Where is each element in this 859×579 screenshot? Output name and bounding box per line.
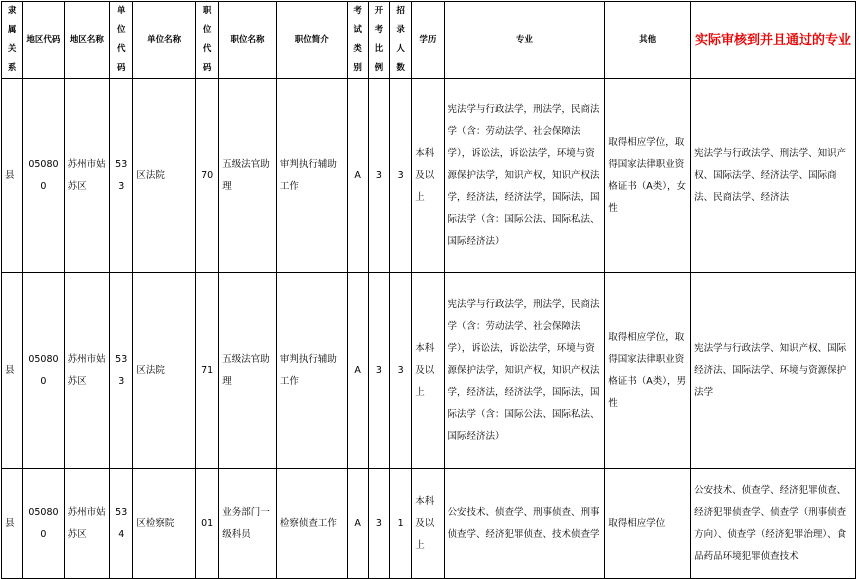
cell-position-code: 71 xyxy=(196,273,219,469)
cell-exam-category: A xyxy=(347,469,368,579)
header-position-name: 职位名称 xyxy=(219,2,277,79)
cell-region-name: 苏州市姑苏区 xyxy=(64,273,109,469)
cell-region-code: 050800 xyxy=(23,79,64,273)
table-row xyxy=(2,469,856,579)
cell-position-code: 01 xyxy=(196,469,219,579)
cell-position-desc: 检察侦查工作 xyxy=(276,469,347,579)
table-row xyxy=(2,273,856,469)
cell-unit-name: 区法院 xyxy=(133,79,196,273)
cell-actual-major: 宪法学与行政法学、刑法学、知识产权、国际法学、经济法学、国际商法、民商法学、经济法 xyxy=(691,79,856,273)
cell-position-desc: 审判执行辅助工作 xyxy=(276,273,347,469)
cell-exam-category: A xyxy=(347,79,368,273)
cell-education: 本科及以上 xyxy=(412,273,444,469)
cell-position-name: 五级法官助理 xyxy=(219,273,277,469)
cell-region-code: 050800 xyxy=(23,273,64,469)
cell-unit-name: 区法院 xyxy=(133,273,196,469)
cell-region-code: 050800 xyxy=(23,469,64,579)
cell-actual-major: 公安技术、侦查学、经济犯罪侦查、经济犯罪侦查学、侦查学（刑事侦查方向）、侦查学（经济犯罪治理）、食品药品环境犯罪侦查技术 xyxy=(691,469,856,579)
cell-unit-code: 533 xyxy=(110,79,133,273)
cell-region-name: 苏州市姑苏区 xyxy=(64,79,109,273)
table-row xyxy=(2,79,856,273)
header-position-desc: 职位简介 xyxy=(276,2,347,79)
cell-position-code: 70 xyxy=(196,79,219,273)
cell-hire-count: 3 xyxy=(390,79,412,273)
cell-major: 公安技术、侦查学、刑事侦查、刑事侦查学、经济犯罪侦查、技术侦查学 xyxy=(444,469,605,579)
cell-unit-code: 534 xyxy=(110,469,133,579)
cell-unit-code: 533 xyxy=(110,273,133,469)
cell-unit-name: 区检察院 xyxy=(133,469,196,579)
header-exam-category: 考试类别 xyxy=(347,2,368,79)
cell-affiliation: 县 xyxy=(2,79,23,273)
recruitment-table xyxy=(1,1,856,579)
header-hire-count: 招录人数 xyxy=(390,2,412,79)
cell-other: 取得相应学位，取得国家法律职业资格证书（A类），男性 xyxy=(605,273,691,469)
header-region-code: 地区代码 xyxy=(23,2,64,79)
header-affiliation: 隶属关系 xyxy=(2,2,23,79)
header-row xyxy=(2,2,856,79)
cell-other: 取得相应学位 xyxy=(605,469,691,579)
cell-exam-ratio: 3 xyxy=(368,79,389,273)
header-region-name: 地区名称 xyxy=(64,2,109,79)
cell-region-name: 苏州市姑苏区 xyxy=(64,469,109,579)
cell-actual-major: 宪法学与行政法学、知识产权、国际经济法、国际法学、环境与资源保护法学 xyxy=(691,273,856,469)
cell-hire-count: 3 xyxy=(390,273,412,469)
cell-other: 取得相应学位，取得国家法律职业资格证书（A类），女性 xyxy=(605,79,691,273)
cell-position-name: 业务部门一级科员 xyxy=(219,469,277,579)
cell-position-name: 五级法官助理 xyxy=(219,79,277,273)
header-position-code: 职位代码 xyxy=(196,2,219,79)
header-other: 其他 xyxy=(605,2,691,79)
cell-exam-ratio: 3 xyxy=(368,469,389,579)
cell-exam-category: A xyxy=(347,273,368,469)
cell-affiliation: 县 xyxy=(2,469,23,579)
header-education: 学历 xyxy=(412,2,444,79)
cell-major: 宪法学与行政法学，刑法学，民商法学（含：劳动法学、社会保障法学），诉讼法，诉讼法学，环境与资源保护法学，知识产权，知识产权法学，经济法，经济法学，国际法，国际法学（含：国际公法、国际私法、国际经济法） xyxy=(444,273,605,469)
cell-exam-ratio: 3 xyxy=(368,273,389,469)
header-major: 专业 xyxy=(444,2,605,79)
cell-major: 宪法学与行政法学，刑法学，民商法学（含：劳动法学、社会保障法学），诉讼法，诉讼法学，环境与资源保护法学，知识产权，知识产权法学，经济法，经济法学，国际法，国际法学（含：国际公法、国际私法、国际经济法） xyxy=(444,79,605,273)
cell-hire-count: 1 xyxy=(390,469,412,579)
cell-position-desc: 审判执行辅助工作 xyxy=(276,79,347,273)
cell-affiliation: 县 xyxy=(2,273,23,469)
header-unit-code: 单位代码 xyxy=(110,2,133,79)
cell-education: 本科及以上 xyxy=(412,79,444,273)
header-exam-ratio: 开考比例 xyxy=(368,2,389,79)
header-actual-major: 实际审核到并且通过的专业 xyxy=(691,2,856,79)
header-unit-name: 单位名称 xyxy=(133,2,196,79)
cell-education: 本科及以上 xyxy=(412,469,444,579)
